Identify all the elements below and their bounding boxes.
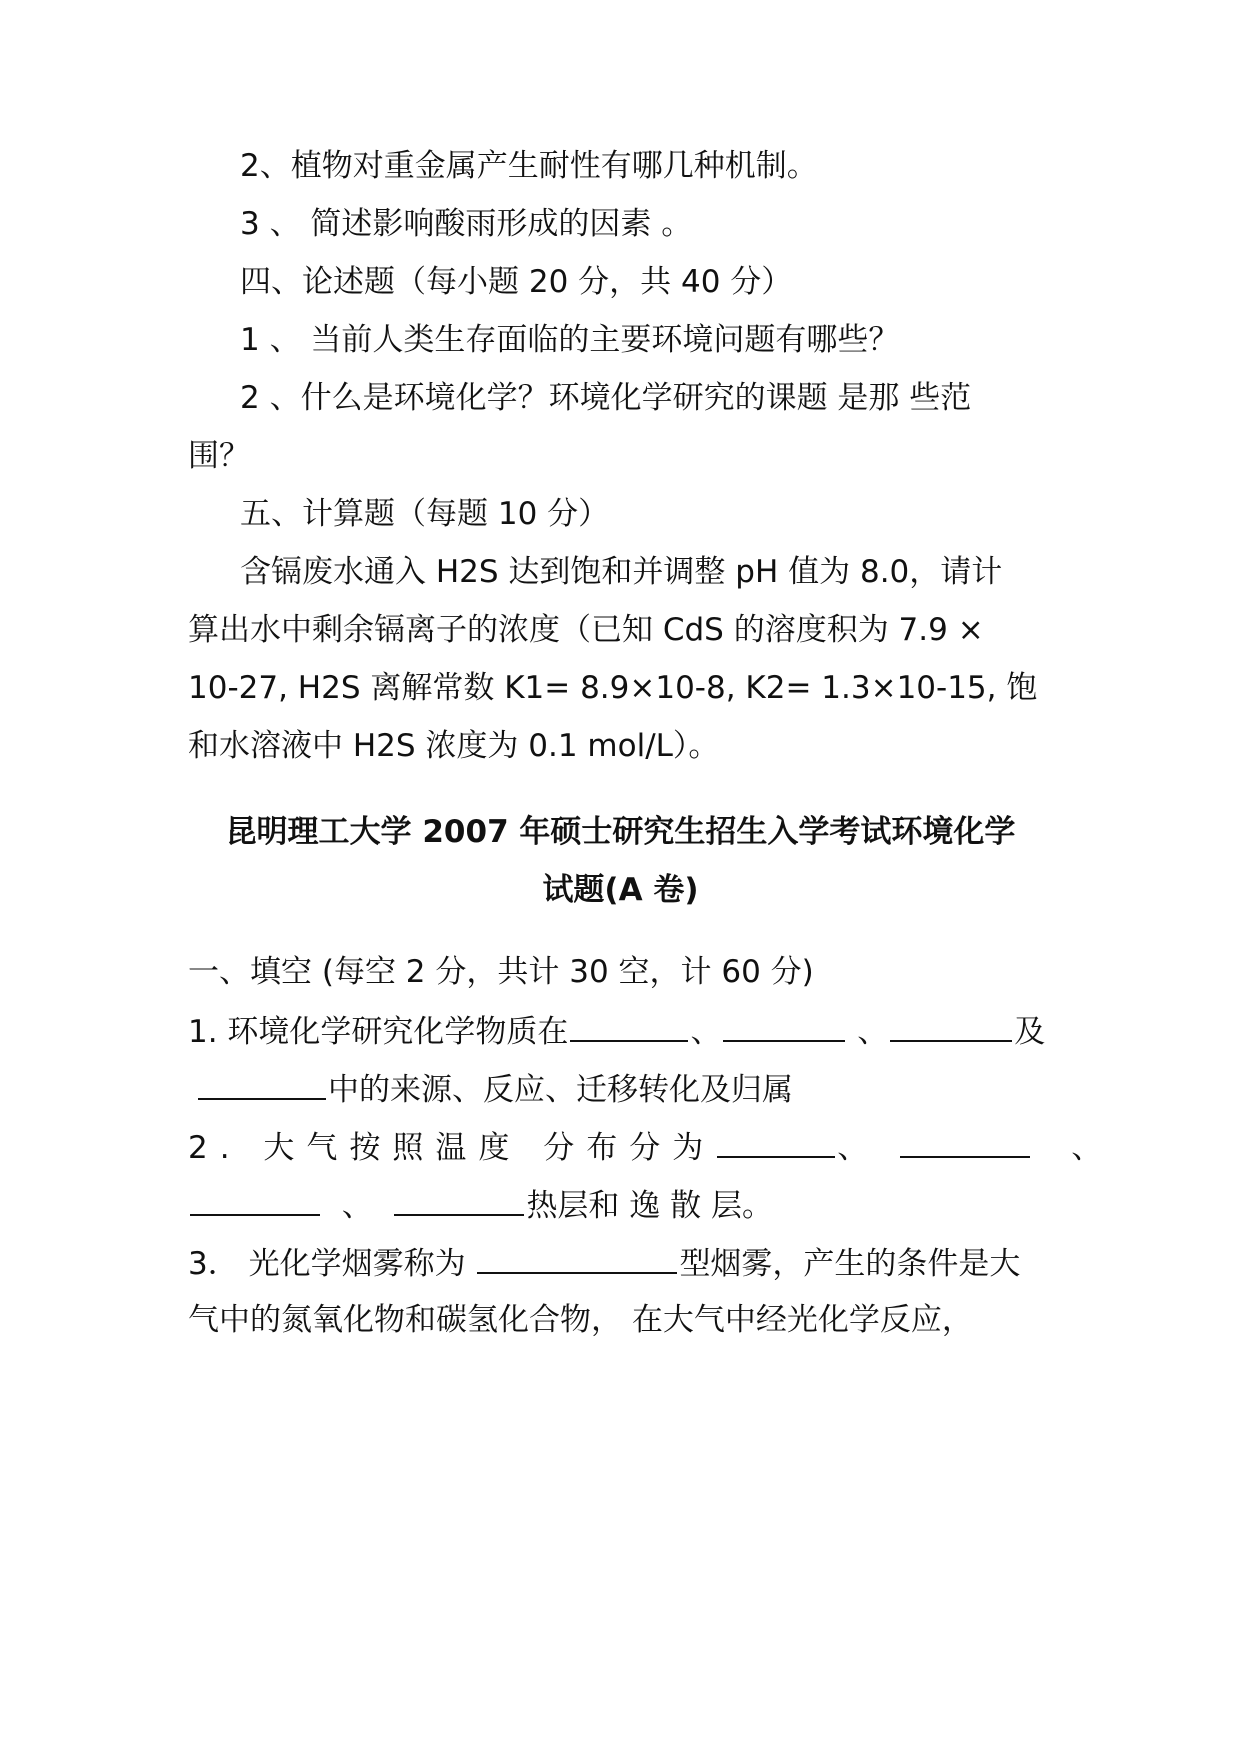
- answer-blank[interactable]: [717, 1126, 835, 1158]
- question-4-2-line1: 2 、什么是环境化学？环境化学研究的课题 是那 些范: [240, 380, 972, 416]
- fill-question-1-line2: [196, 1068, 1086, 1110]
- answer-blank[interactable]: [723, 1010, 845, 1042]
- calc-problem-line1: 含镉废水通入 H2S 达到饱和并调整 pH 值为 8.0，请计: [240, 554, 1003, 590]
- section-4-heading: 四、论述题（每小题 20 分，共 40 分）: [240, 264, 793, 300]
- answer-blank[interactable]: [477, 1242, 677, 1274]
- fill-question-3-line2: 气中的氮氧化物和碳氢化合物， 在大气中经光化学反应，: [188, 1302, 973, 1338]
- fill-q1-prefix: 1. 环境化学研究化学物质在: [188, 1014, 569, 1050]
- section-5-heading: 五、计算题（每题 10 分）: [240, 496, 610, 532]
- separator: 、: [847, 1014, 889, 1050]
- fill-q1-suffix: 中的来源、反应、迁移转化及归属: [328, 1072, 793, 1108]
- separator: 、: [1071, 1130, 1103, 1166]
- fill-q3-suffix: 型烟雾，产生的条件是大: [679, 1246, 1021, 1282]
- answer-blank[interactable]: [900, 1126, 1030, 1158]
- separator: 、: [690, 1014, 722, 1050]
- question-3-3: 3 、 简述影响酸雨形成的因素 。: [240, 206, 693, 242]
- question-4-2-line2: 围？: [188, 438, 250, 474]
- fill-question-1-line1: [188, 1010, 1078, 1052]
- exam-title-line1: 昆明理工大学 2007 年硕士研究生招生入学考试环境化学: [225, 814, 1016, 850]
- fill-q2-suffix: 热层和 逸 散 层。: [526, 1188, 773, 1224]
- calc-problem-line4: 和水溶液中 H2S 浓度为 0.1 mol/L）。: [188, 728, 720, 764]
- exam-title-line2: 试题(A 卷): [542, 872, 699, 908]
- answer-blank[interactable]: [890, 1010, 1012, 1042]
- separator: 、: [341, 1188, 373, 1224]
- fill-q1-end: 及: [1014, 1014, 1046, 1050]
- calc-problem-line2: 算出水中剩余镉离子的浓度（已知 CdS 的溶度积为 7.9 ×: [188, 612, 984, 648]
- separator: 、: [837, 1130, 869, 1166]
- answer-blank[interactable]: [190, 1184, 320, 1216]
- calc-problem-line3: 10-27, H2S 离解常数 K1= 8.9×10-8, K2= 1.3×10-15, 饱: [188, 670, 1038, 706]
- fill-question-2-line2: [188, 1184, 1078, 1226]
- fill-q2-prefix: 2. 大气按照温度 分布分为: [188, 1130, 716, 1166]
- question-3-2: 2、植物对重金属产生耐性有哪几种机制。: [240, 148, 818, 184]
- answer-blank[interactable]: [198, 1068, 326, 1100]
- answer-blank[interactable]: [570, 1010, 688, 1042]
- question-4-1: 1 、 当前人类生存面临的主要环境问题有哪些？: [240, 322, 900, 358]
- answer-blank[interactable]: [394, 1184, 524, 1216]
- fill-q3-prefix: 3． 光化学烟雾称为: [188, 1246, 466, 1282]
- fill-question-3-line1: [188, 1242, 1078, 1284]
- fill-question-2-line1: [188, 1126, 1103, 1168]
- fill-blank-heading: 一、填空 (每空 2 分，共计 30 空，计 60 分): [188, 954, 814, 990]
